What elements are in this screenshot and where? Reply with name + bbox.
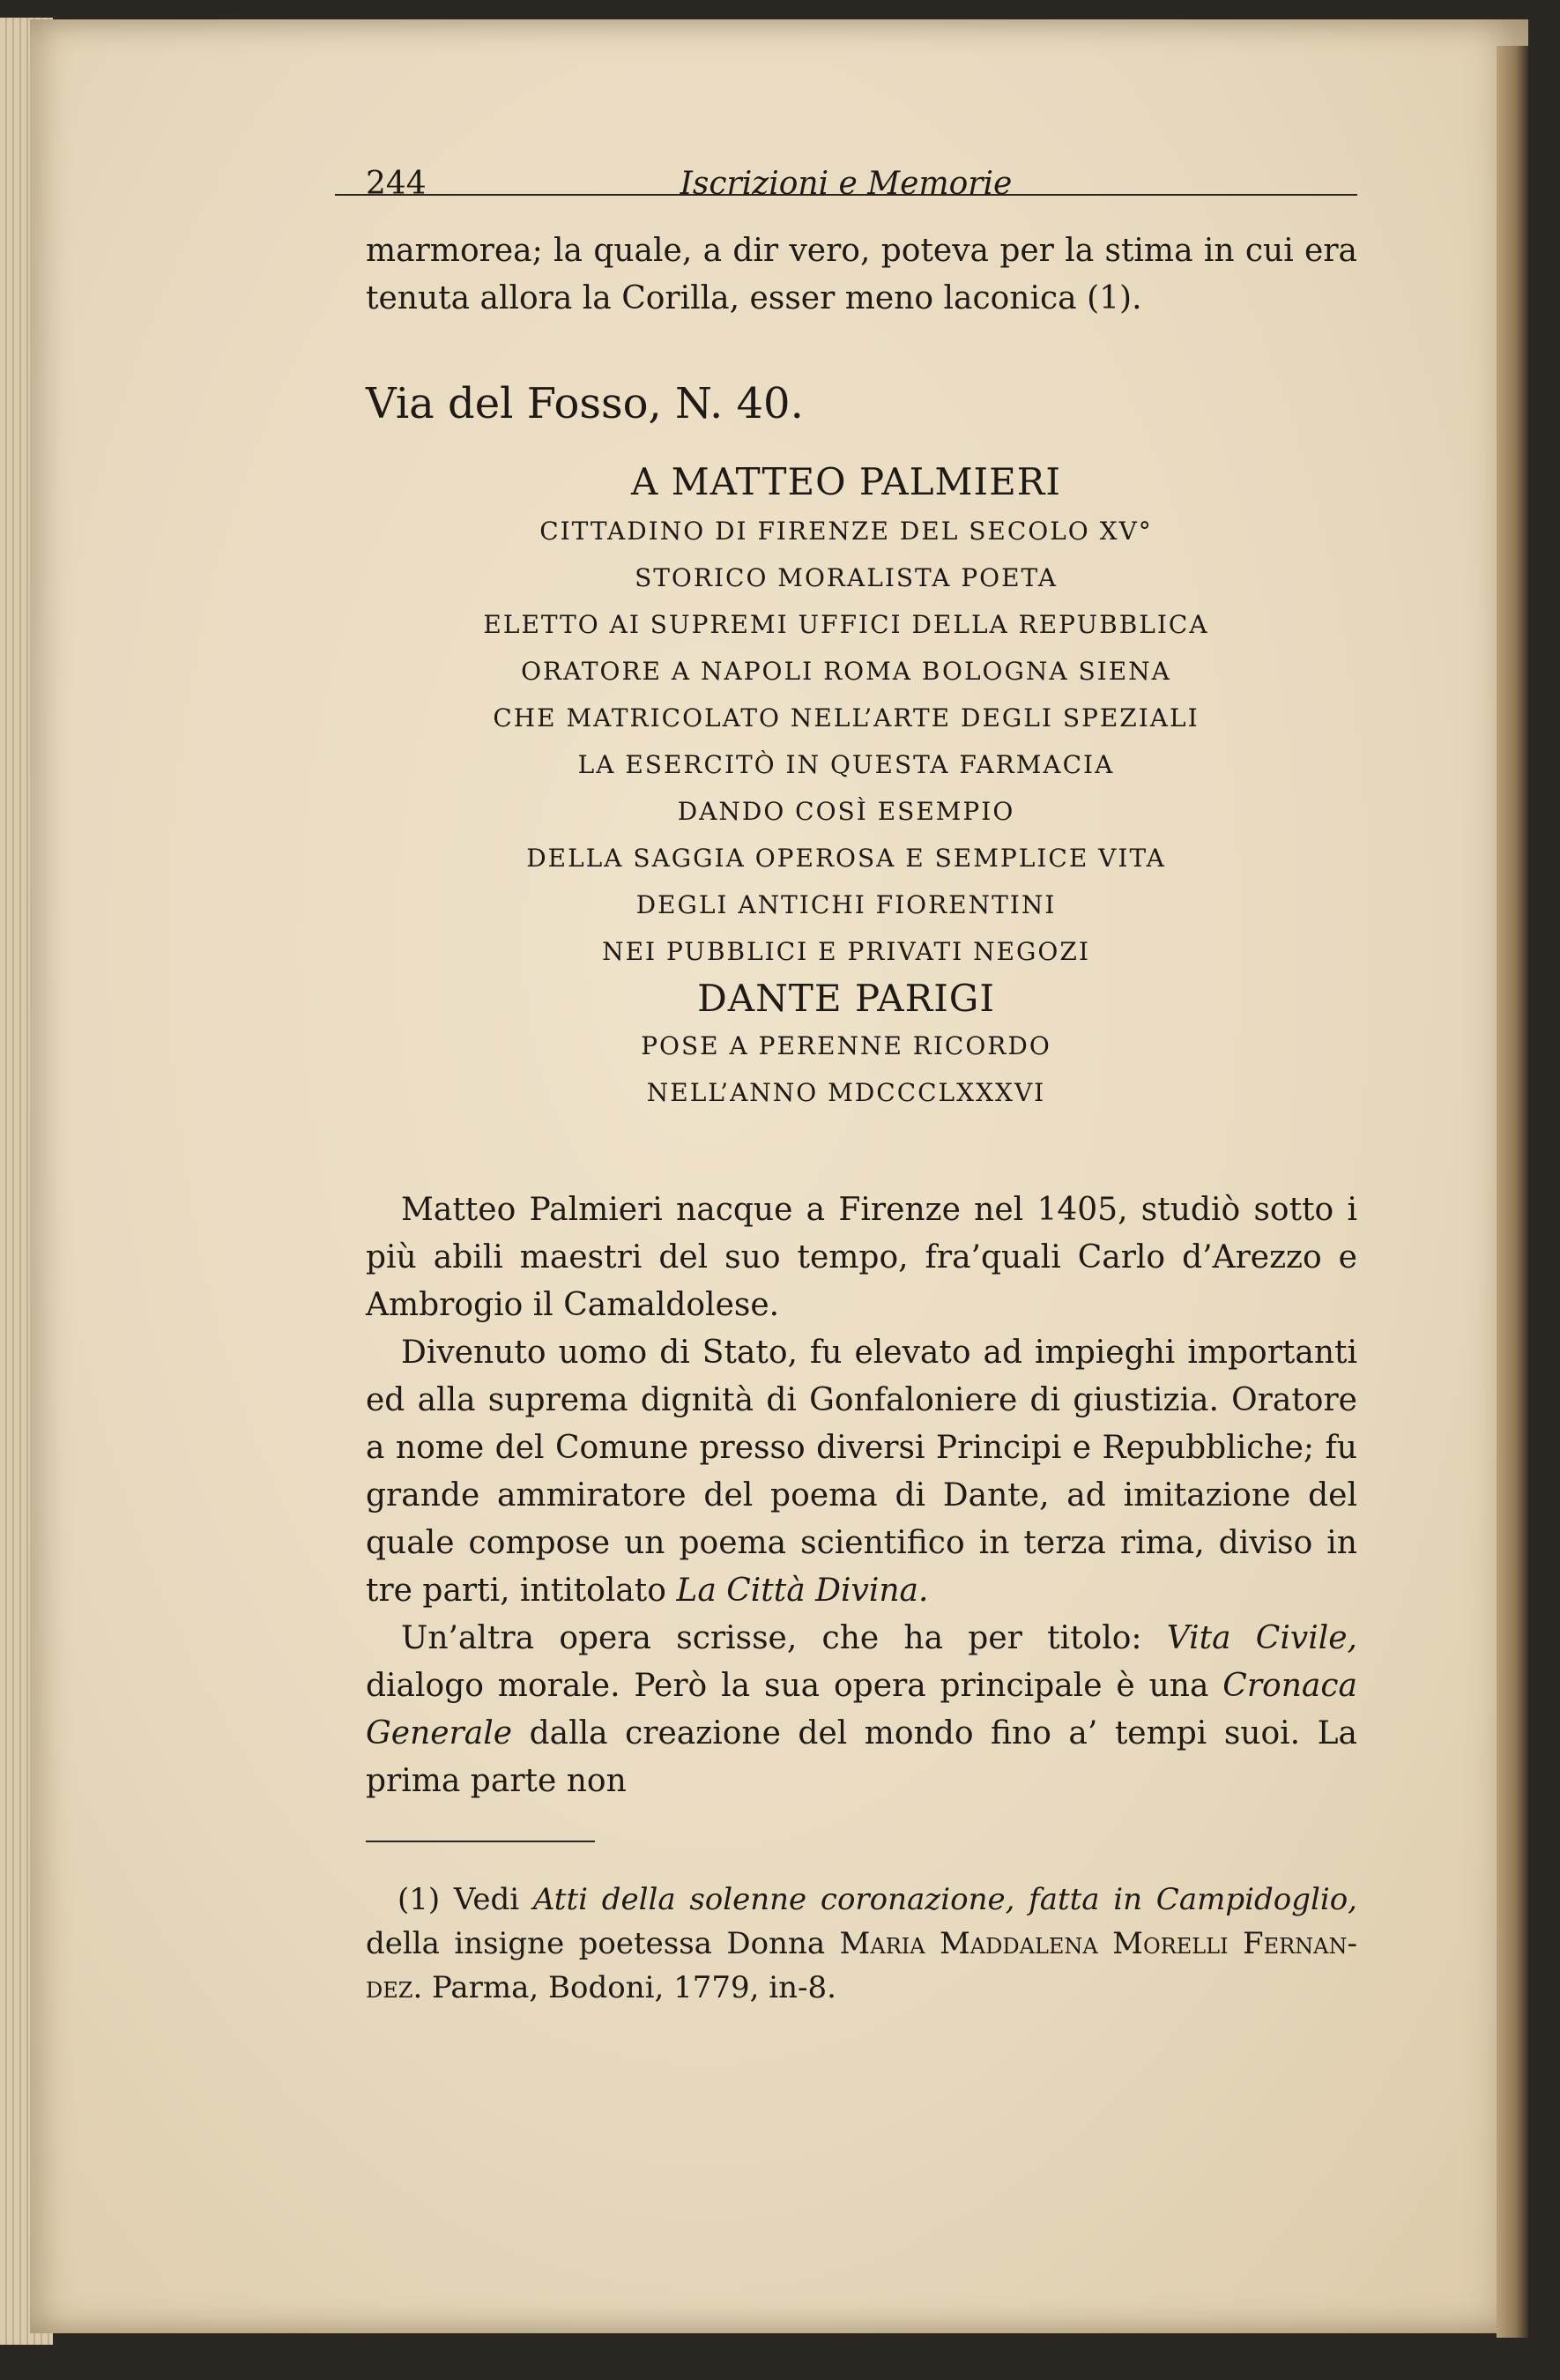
inscription-line: ELETTO AI SUPREMI UFFICI DELLA REPUBBLICA (483, 610, 1209, 639)
page-content (335, 141, 1357, 2010)
inscription-closing-line: POSE A PERENNE RICORDO (641, 1031, 1051, 1060)
footnote-names: Maria Maddalena Morelli Fernan-dez (366, 1926, 1357, 2005)
body-paragraph-3 (366, 1615, 1357, 1805)
inscription-author: DANTE PARIGI (697, 977, 995, 1020)
inscription-line: CHE MATRICOLATO NELL’ARTE DEGLI SPEZIALI (493, 703, 1200, 733)
running-header (335, 141, 1357, 202)
body-paragraph-2-text: Divenuto uomo di Stato, fu elevato ad impieghi importanti ed alla suprema dignità di Gonfaloniere di giustizia. Oratore a nome del Comune presso diversi Principi e Repubbliche; fu grande ammiratore del poema di Dante, ad imitazione del quale compose un poema scientifico in terza rima, diviso in tre parti, intitolato (366, 1335, 1357, 1609)
footnote-text-a: della insigne poetessa Donna (366, 1926, 826, 1961)
inscription-title: A MATTEO PALMIERI (630, 460, 1062, 503)
inscription-line: STORICO MORALISTA POETA (635, 563, 1058, 592)
work-title-vita-civile: Vita Civile, (1166, 1620, 1357, 1656)
inscription-line: DEGLI ANTICHI FIORENTINI (635, 890, 1057, 919)
body-text (335, 1186, 1357, 1805)
inscription-closing-line: NELL’ANNO MDCCCLXXXVI (646, 1078, 1046, 1107)
inscription-line: DANDO COSÌ ESEMPIO (677, 797, 1015, 826)
footnote (366, 1878, 1357, 2010)
street-heading: Via del Fosso, N. 40. (366, 379, 804, 428)
inscription-line: ORATORE A NAPOLI ROMA BOLOGNA SIENA (521, 657, 1171, 686)
body-paragraph-3-text-b: dialogo morale. Però la sua opera principale è una (366, 1668, 1209, 1704)
page-right-edge (1497, 46, 1528, 2338)
footnote-text-b: . Parma, Bodoni, 1779, in-8. (412, 1970, 836, 2005)
body-paragraph-3-text-a: Un’altra opera scrisse, che ha per titolo: (401, 1620, 1142, 1656)
inscription-line: DELLA SAGGIA OPEROSA E SEMPLICE VITA (526, 844, 1166, 873)
footnote-rule (366, 1841, 595, 1842)
work-title-citta-divina: La Città Divina. (676, 1573, 929, 1609)
body-paragraph-2 (366, 1329, 1357, 1615)
inscription-line: CITTADINO DI FIRENZE DEL SECOLO XV° (539, 517, 1153, 546)
footnote-marker: (1) Vedi (397, 1882, 520, 1917)
intro-paragraph: marmorea; la quale, a dir vero, poteva per la stima in cui era tenuta allora la Corilla, esser meno laconica (1). (366, 233, 1357, 316)
inscription-line: LA ESERCITÒ IN QUESTA FARMACIA (577, 750, 1115, 779)
work-title-cronaca-generale: Cronaca Generale (366, 1668, 1357, 1752)
running-title: Iscrizioni e Memorie (680, 166, 1013, 202)
body-paragraph-3-text-c: dalla creazione del mondo fino a’ tempi suoi. La prima parte non (366, 1715, 1357, 1799)
inscription-line: NEI PUBBLICI E PRIVATI NEGOZI (602, 937, 1090, 966)
body-paragraph-1: Matteo Palmieri nacque a Firenze nel 1405, studiò sotto i più abili maestri del suo tempo, fra’quali Carlo d’Arezzo e Ambrogio il Camaldolese. (366, 1192, 1357, 1323)
page-number: 244 (366, 166, 427, 202)
footnote-title: Atti della solenne coronazione, fatta in Campidoglio, (532, 1882, 1357, 1917)
inscription (335, 458, 1357, 1116)
